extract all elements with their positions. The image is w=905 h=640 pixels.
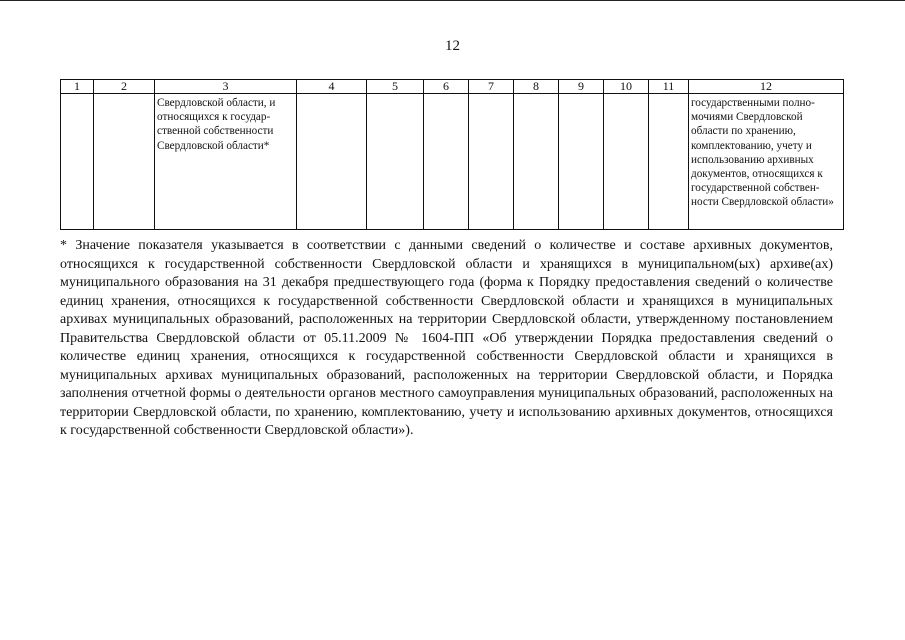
column-header-12: 12 <box>689 80 844 94</box>
table-cell-10 <box>604 94 649 230</box>
column-header-6: 6 <box>424 80 469 94</box>
table-cell-12 <box>689 94 844 230</box>
table-header-row <box>61 80 844 94</box>
column-header-9: 9 <box>559 80 604 94</box>
column-header-3: 3 <box>155 80 297 94</box>
column-header-7: 7 <box>469 80 514 94</box>
table-cell-2 <box>94 94 155 230</box>
column-header-4: 4 <box>297 80 367 94</box>
table-cell-6 <box>424 94 469 230</box>
column-header-8: 8 <box>514 80 559 94</box>
table-cell-8 <box>514 94 559 230</box>
column-header-10: 10 <box>604 80 649 94</box>
basis-text: государственными полно-мочиями Свердловской области по хранению, комплектованию, учету и использованию архивных документов, относящихся к государственной собствен-ности Свердловской области» <box>691 97 834 209</box>
page-number: 12 <box>445 38 460 54</box>
column-header-1: 1 <box>61 80 94 94</box>
column-header-11: 11 <box>649 80 689 94</box>
footnote: * Значение показателя указывается в соответствии с данными сведений о количестве и составе архивных документов, относящихся к государственной собственности Свердловской области и хранящихся в муниципальном(ых) архиве(ах) муниципального образования на 31 декабря предшествующего года (форма к Порядку предоставления сведений о количестве единиц хранения, относящихся к государственной собственности Свердловской области и хранящихся в муниципальных архивах муниципальных образований, расположенных на территории Свердловской области, утвержденному постановлением Правительства Свердловской области от 05.11.2009 № 1604-ПП «Об утверждении Порядка предоставления сведений о количестве единиц хранения, относящихся к государственной собственности Свердловской области и хранящихся в муниципальных архивах муниципальных образований, расположенных на территории Свердловской области, и Порядка заполнения отчетной формы о деятельности органов местного самоуправления муниципальных образований, расположенных на территории Свердловской области, по хранению, комплектованию, учету и использованию архивных документов, относящихся к государственной собственности Свердловской области»). <box>60 238 833 438</box>
table-cell-9 <box>559 94 604 230</box>
table-cell-5 <box>367 94 424 230</box>
table-cell-3 <box>155 94 297 230</box>
table-cell-11 <box>649 94 689 230</box>
column-header-2: 2 <box>94 80 155 94</box>
page-top-edge <box>0 0 905 1</box>
table-row <box>61 94 844 230</box>
indicator-table <box>60 79 844 230</box>
table-cell-1 <box>61 94 94 230</box>
column-header-5: 5 <box>367 80 424 94</box>
table-cell-4 <box>297 94 367 230</box>
indicator-name-text: Свердловской области, и относящихся к государ-ственной собственности Свердловской области* <box>157 97 276 152</box>
table-cell-7 <box>469 94 514 230</box>
